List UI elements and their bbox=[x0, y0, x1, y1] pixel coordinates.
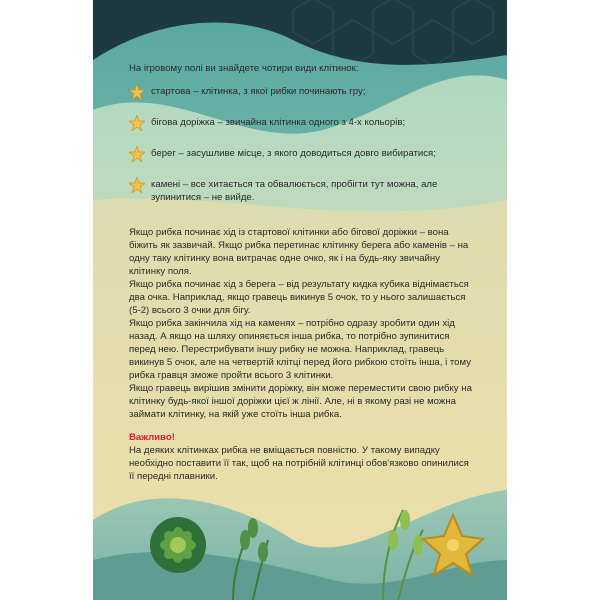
bullet-stones bbox=[129, 178, 475, 204]
bullet-text: бігова доріжка – звичайна клітинка одного з 4-х кольорів; bbox=[151, 117, 406, 128]
rules-page bbox=[93, 0, 507, 600]
bullet-start bbox=[129, 85, 475, 104]
star-icon bbox=[129, 177, 151, 197]
star-icon bbox=[129, 146, 151, 166]
paragraph: Якщо рибка починає хід з берега – від результату кидка кубика віднімається два очка. Наприклад, якщо гравець викинув 5 очок, то у нього залишається (5-2) всього 3 очки для бігу. bbox=[129, 279, 469, 316]
paragraph: Якщо рибка закінчила хід на каменях – потрібно одразу зробити один хід назад. А якщо на шляху опиняється інша рибка, то потрібно зупинитися перед нею. Перестрибувати іншу рибку не можна. Наприклад, гравець викинув 5 очок, але на четвертій клітці перед його рибкою стоїть інша, і тому рибка гравця зможе пройти всього 3 клітинки. bbox=[129, 318, 472, 381]
intro-text: На ігровому полі ви знайдете чотири види клітинок: bbox=[129, 63, 359, 74]
paragraph: Якщо гравець вирішив змінити доріжку, він може переместити свою рибку на клітинку будь-якої іншої доріжки цієї ж лінії. Але, ні в якому разі не можна займати клітинку, на якій уже стоїть інша рибка. bbox=[129, 383, 472, 420]
important-text: На деяких клітинках рибка не вміщається повністю. У такому випадку необхідно поставити її так, щоб на потрібній клітинці обов'язково опинилися її передні плавники. bbox=[129, 445, 469, 482]
bullet-text: берег – засушливе місце, з якого доводиться довго вибиратися; bbox=[151, 148, 436, 159]
important-title: Важливо! bbox=[129, 432, 175, 443]
paragraph: Якщо рибка починає хід із стартової клітинки або бігової доріжки – вона біжить як зазвичай. Якщо рибка перетинає клітинку берега або каменів – на одну таку клітинку вона витрачає одне очко, як і на будь-яку звичайну клітинку поля. bbox=[129, 227, 469, 277]
rules-text bbox=[129, 62, 475, 483]
bullet-track bbox=[129, 116, 475, 135]
bullet-shore bbox=[129, 147, 475, 166]
bullet-text: камені – все хитається та обвалюється, пробігти тут можна, але зупинитися – не вийде. bbox=[151, 179, 438, 203]
star-icon bbox=[129, 115, 151, 135]
bullet-text: стартова – клітинка, з якої рибки починають гру; bbox=[151, 86, 366, 97]
seaweed-left bbox=[150, 517, 206, 573]
star-icon bbox=[129, 84, 151, 104]
